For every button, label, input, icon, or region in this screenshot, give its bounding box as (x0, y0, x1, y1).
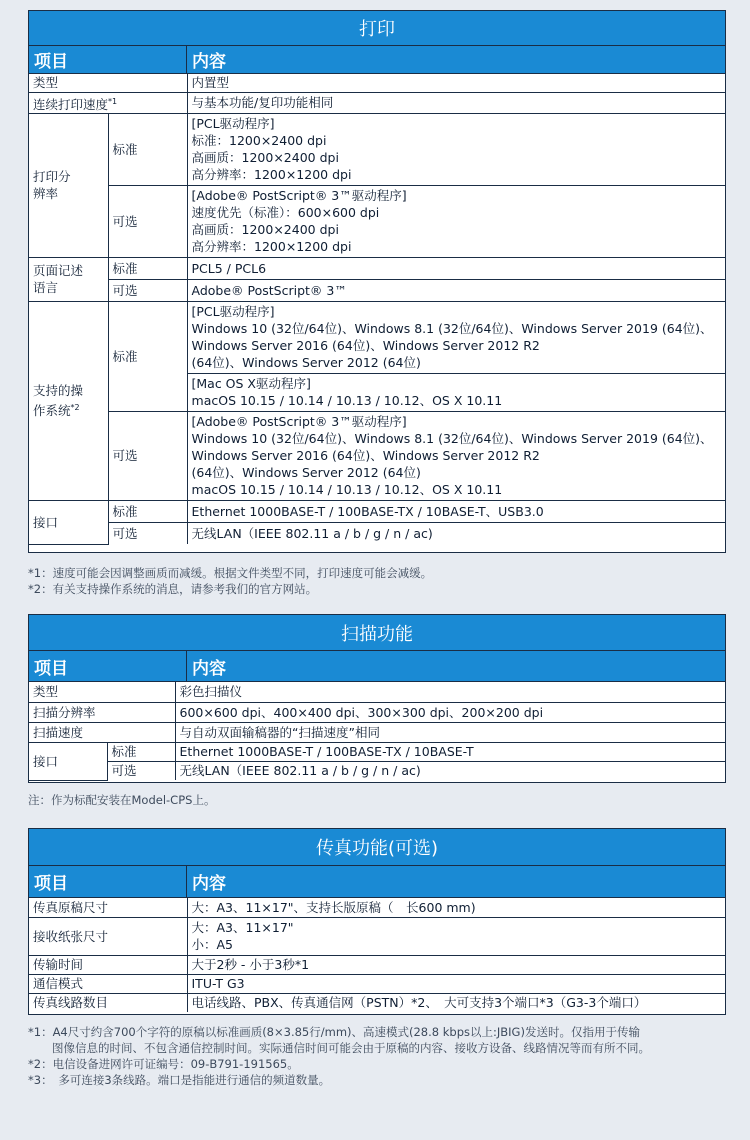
row-label-iface: 接口 (29, 500, 108, 544)
os-line: Windows Server 2016 (64位)、Windows Server 2012 R2 (191, 338, 540, 354)
os-line: Windows Server 2016 (64位)、Windows Server 2012 R2 (191, 448, 540, 464)
scan-spec-table (29, 682, 725, 781)
iface-opt-value: 无线LAN（IEEE 802.11 a / b / g / n / ac) (175, 761, 725, 780)
footnote: *2：有关支持操作系统的消息，请参考我们的官方网站。 (28, 582, 318, 596)
pdl-opt-label: 可选 (108, 279, 187, 301)
pdl-std-value: PCL5 / PCL6 (187, 257, 725, 279)
row-label-lines: 传真线路数目 (29, 993, 187, 1012)
os-line: [Mac OS X驱动程序] (191, 376, 311, 392)
row-value-mode: ITU-T G3 (187, 974, 725, 993)
scan-note (28, 792, 728, 808)
print-table-header (29, 46, 725, 74)
fax-table-header (29, 866, 725, 898)
row-value-resolution: 600×600 dpi、400×400 dpi、300×300 dpi、200×200 dpi (175, 702, 725, 722)
os-line: Windows 10 (32位/64位)、Windows 8.1 (32位/64位)、Windows Server 2019 (64位)、 (191, 321, 713, 337)
footnote: 图像信息的时间、不包含通信控制时间。实际通信时间可能会由于原稿的内容、接收方设备、线路情况等而有所不同。 (52, 1041, 650, 1055)
fax-notes (28, 1024, 728, 1088)
iface-std-value: Ethernet 1000BASE-T / 100BASE-TX / 10BASE-T (175, 742, 725, 761)
os-line: (64位)、Windows Server 2012 (64位) (191, 355, 421, 371)
print-notes (28, 565, 728, 597)
pdl-opt-value: Adobe® PostScript® 3™ (187, 279, 725, 301)
row-label-resolution: 打印分 辨率 (29, 113, 108, 257)
scan-section (28, 614, 726, 783)
row-value-speed: 与基本功能/复印功能相同 (187, 92, 725, 113)
row-value-recv-size (187, 917, 725, 955)
os-opt-label: 可选 (108, 411, 187, 500)
scan-table-header (29, 651, 725, 682)
row-value-doc-size: 大：A3、11×17"、支持长版原稿（ 长600 mm) (187, 898, 725, 917)
res-std-line: 高分辨率：1200×1200 dpi (191, 167, 352, 183)
os-std-mac-value (187, 373, 725, 411)
fax-section (28, 828, 726, 1015)
iface-opt-label: 可选 (108, 522, 187, 544)
os-line: Windows 10 (32位/64位)、Windows 8.1 (32位/64位)、Windows Server 2019 (64位)、 (191, 431, 713, 447)
print-section (28, 10, 726, 553)
row-label-pdl: 页面记述 语言 (29, 257, 108, 301)
os-line: macOS 10.15 / 10.14 / 10.13 / 10.12、OS X 10.11 (191, 482, 503, 498)
recv-line: 大：A3、11×17" (191, 920, 294, 935)
res-opt-label: 可选 (108, 185, 187, 257)
scan-section-title: 扫描功能 (29, 615, 725, 651)
row-value-speed: 与自动双面输稿器的“扫描速度”相同 (175, 722, 725, 742)
header-item: 项目 (29, 46, 187, 73)
os-opt-value (187, 411, 725, 500)
res-std-line: [PCL驱动程序] (191, 116, 275, 132)
iface-opt-value: 无线LAN（IEEE 802.11 a / b / g / n / ac) (187, 522, 725, 544)
row-label-doc-size: 传真原稿尺寸 (29, 898, 187, 917)
fax-spec-table (29, 898, 725, 1012)
res-opt-line: [Adobe® PostScript® 3™驱动程序] (191, 188, 407, 204)
os-line: (64位)、Windows Server 2012 (64位) (191, 465, 421, 481)
header-content: 内容 (192, 52, 226, 72)
header-item: 项目 (29, 651, 187, 681)
os-line: [Adobe® PostScript® 3™驱动程序] (191, 414, 407, 430)
res-std-line: 高画质：1200×2400 dpi (191, 150, 339, 166)
iface-std-label: 标准 (108, 500, 187, 522)
os-line: macOS 10.15 / 10.14 / 10.13 / 10.12、OS X 10.11 (191, 393, 503, 409)
header-item: 项目 (29, 866, 187, 897)
footnote: 注：作为标配安装在Model-CPS上。 (28, 793, 216, 807)
res-opt-line: 高画质：1200×2400 dpi (191, 222, 339, 238)
pdl-std-label: 标准 (108, 257, 187, 279)
row-value-time: 大于2秒 - 小于3秒*1 (187, 955, 725, 974)
os-std-pcl-value (187, 301, 725, 373)
footnote: *1：速度可能会因调整画质而减缓。根据文件类型不同，打印速度可能会减缓。 (28, 566, 433, 580)
row-label-type: 类型 (29, 682, 175, 702)
res-opt-value (187, 185, 725, 257)
footnote: *3： 多可连接3条线路。端口是指能进行通信的频道数量。 (28, 1073, 331, 1087)
row-label-os: 支持的操 作系统$^{*2}$ (29, 301, 108, 500)
row-label-iface: 接口 (29, 742, 107, 780)
fax-section-title: 传真功能(可选) (29, 829, 725, 866)
row-label-mode: 通信模式 (29, 974, 187, 993)
os-line: [PCL驱动程序] (191, 304, 275, 320)
row-label-time: 传输时间 (29, 955, 187, 974)
footnote: *2：电信设备进网许可证编号：09-B791-191565。 (28, 1057, 299, 1071)
res-std-label: 标准 (108, 113, 187, 185)
row-label-recv-size: 接收纸张尺寸 (29, 917, 187, 955)
print-spec-table (29, 74, 725, 545)
iface-std-label: 标准 (107, 742, 175, 761)
print-section-title: 打印 (29, 11, 725, 46)
res-opt-line: 速度优先（标准）：600×600 dpi (191, 205, 380, 221)
row-value-lines: 电话线路、PBX、传真通信网（PSTN）*2、 大可支持3个端口*3（G3-3个端口） (187, 993, 725, 1012)
row-label-resolution: 扫描分辨率 (29, 702, 175, 722)
header-content: 内容 (192, 658, 226, 679)
os-std-label: 标准 (108, 301, 187, 411)
footnote: *1：A4尺寸约含700个字符的原稿以标准画质(8×3.85行/mm)、高速模式(28.8 kbps以上:JBIG)发送时。仅指用于传输 (28, 1025, 640, 1039)
row-label-speed: 连续打印速度$^{*1}$ (29, 92, 187, 113)
row-label-speed: 扫描速度 (29, 722, 175, 742)
iface-opt-label: 可选 (107, 761, 175, 780)
iface-std-value: Ethernet 1000BASE-T / 100BASE-TX / 10BASE-T、USB3.0 (187, 500, 725, 522)
res-opt-line: 高分辨率：1200×1200 dpi (191, 239, 352, 255)
row-label-type: 类型 (29, 74, 187, 92)
recv-line: 小：A5 (191, 937, 234, 952)
row-value-type: 彩色扫描仪 (175, 682, 725, 702)
header-content: 内容 (192, 874, 226, 894)
res-std-value (187, 113, 725, 185)
res-std-line: 标准：1200×2400 dpi (191, 133, 327, 149)
row-value-type: 内置型 (187, 74, 725, 92)
